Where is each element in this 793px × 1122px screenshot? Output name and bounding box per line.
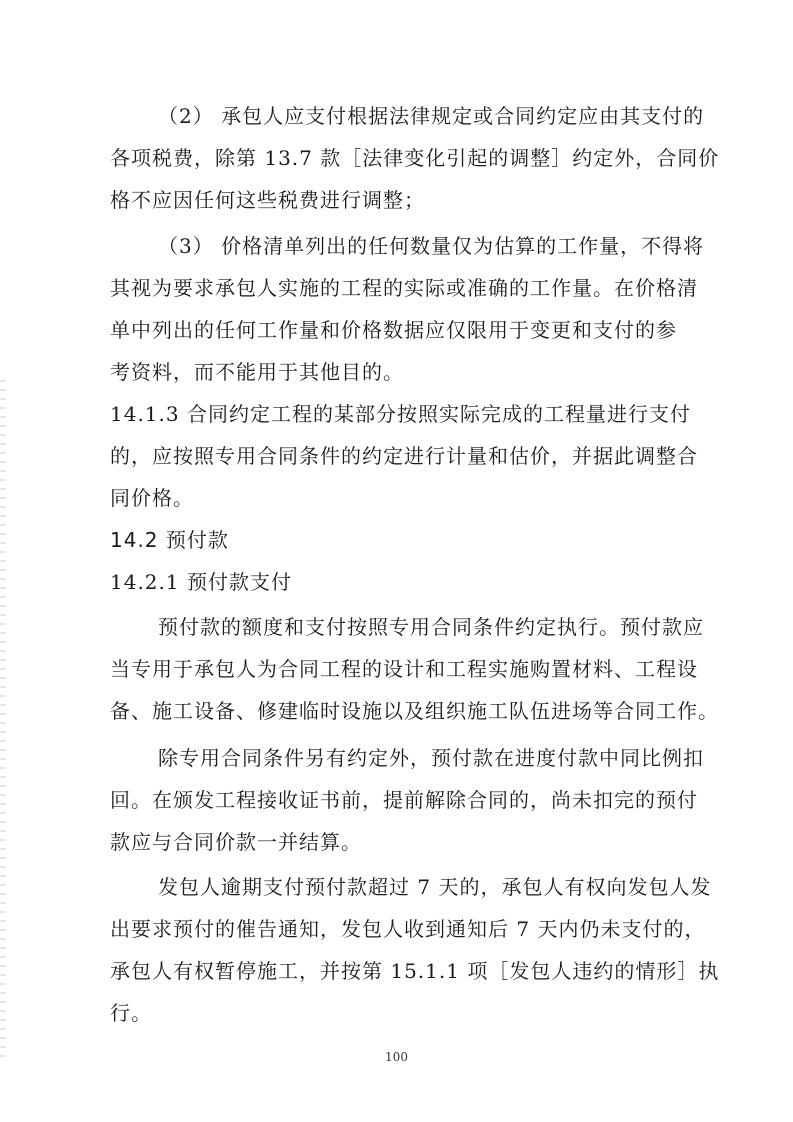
para-3-line-1: （3） 价格清单列出的任何数量仅为估算的工作量，不得将: [158, 234, 705, 258]
section-heading-14-2-1: 14.2.1 预付款支付: [110, 570, 292, 594]
advance-para-3-line-1: 发包人逾期支付预付款超过 7 天的，承包人有权向发包人发: [158, 875, 712, 899]
advance-para-2-line-3: 款应与合同价款一并结算。: [110, 830, 362, 854]
para-3-line-3: 单中列出的任何工作量和价格数据应仅限用于变更和支付的参: [110, 318, 677, 342]
para-2-line-3: 格不应因任何这些税费进行调整；: [110, 188, 425, 212]
section-heading-14-2: 14.2 预付款: [110, 528, 229, 552]
advance-para-1-line-3: 备、施工设备、修建临时设施以及组织施工队伍进场等合同工作。: [110, 699, 719, 723]
para-3-line-2: 其视为要求承包人实施的工程的实际或准确的工作量。在价格清: [110, 276, 698, 300]
advance-para-1-line-2: 当专用于承包人为合同工程的设计和工程实施购置材料、工程设: [110, 657, 698, 681]
clause-14-1-3-line-1: 14.1.3 合同约定工程的某部分按照实际完成的工程量进行支付: [110, 402, 691, 426]
scan-edge-noise: [0, 380, 6, 1060]
para-2-line-1: （2） 承包人应支付根据法律规定或合同约定应由其支付的: [158, 104, 705, 128]
advance-para-2-line-2: 回。在颁发工程接收证书前，提前解除合同的，尚未扣完的预付: [110, 788, 698, 812]
para-2-line-2: 各项税费，除第 13.7 款［法律变化引起的调整］约定外，合同价: [110, 146, 720, 170]
para-3-line-4: 考资料，而不能用于其他目的。: [110, 360, 404, 384]
advance-para-3-line-3: 承包人有权暂停施工，并按第 15.1.1 项［发包人违约的情形］执: [110, 959, 720, 983]
advance-para-1-line-1: 预付款的额度和支付按照专用合同条件约定执行。预付款应: [158, 615, 704, 639]
advance-para-3-line-4: 行。: [110, 1001, 152, 1025]
advance-para-2-line-1: 除专用合同条件另有约定外，预付款在进度付款中同比例扣: [158, 746, 704, 770]
clause-14-1-3-line-2: 的，应按照专用合同条件的约定进行计量和估价，并据此调整合: [110, 444, 698, 468]
clause-14-1-3-line-3: 同价格。: [110, 486, 194, 510]
page-number: 100: [385, 1050, 408, 1064]
advance-para-3-line-2: 出要求预付的催告通知，发包人收到通知后 7 天内仍未支付的，: [110, 917, 706, 941]
